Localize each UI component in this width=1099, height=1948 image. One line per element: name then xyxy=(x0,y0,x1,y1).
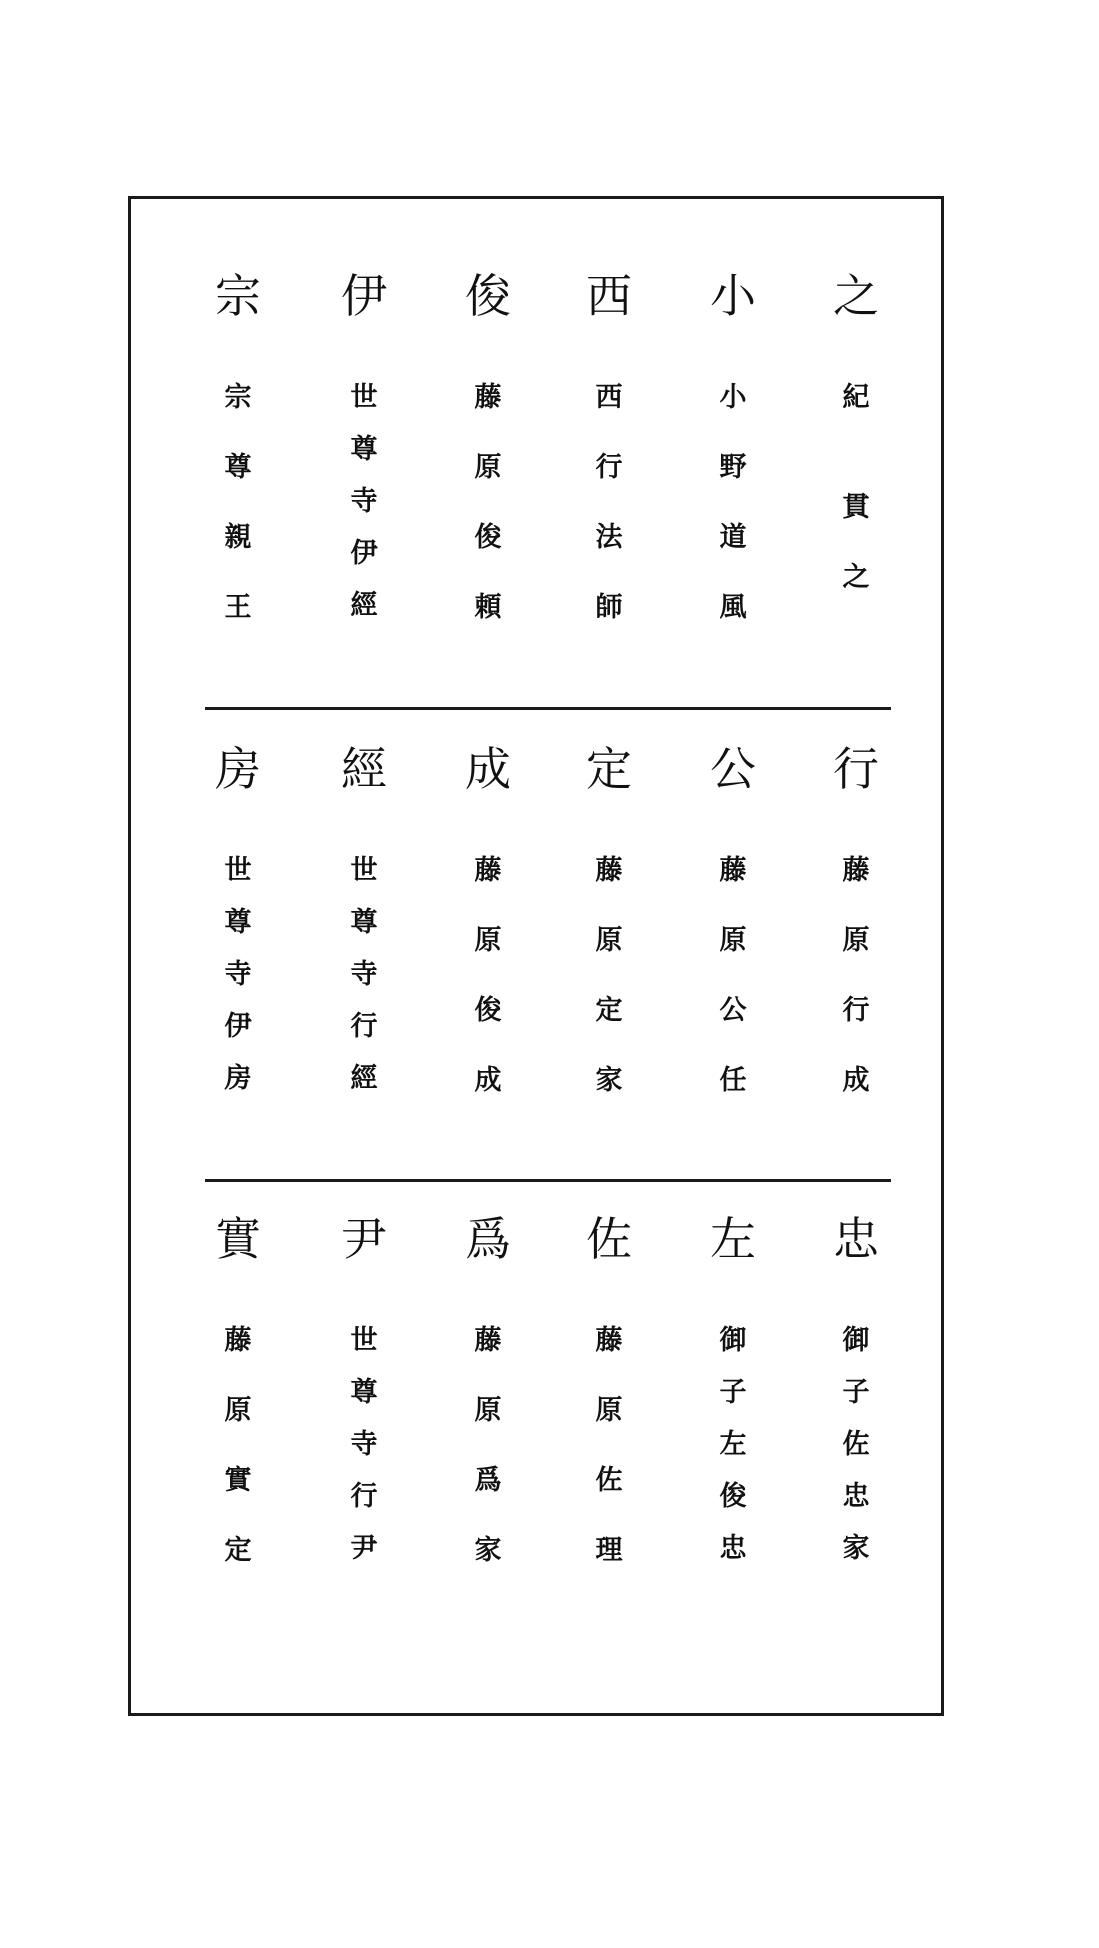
name-character: 原 xyxy=(474,925,502,956)
name-character: 俊 xyxy=(474,995,502,1026)
head-character: 之 xyxy=(833,269,879,323)
calligrapher-name xyxy=(826,383,886,593)
head-character: 小 xyxy=(710,269,756,323)
head-character: 成 xyxy=(465,742,511,796)
calligrapher-column xyxy=(579,271,639,623)
name-character: 頼 xyxy=(474,592,502,623)
calligrapher-name xyxy=(826,1326,886,1564)
name-character: 世 xyxy=(350,855,378,886)
calligrapher-name xyxy=(579,856,639,1096)
calligrapher-column xyxy=(458,1214,518,1566)
calligrapher-name xyxy=(703,856,763,1096)
head-character: 左 xyxy=(710,1212,756,1266)
name-character: 原 xyxy=(719,925,747,956)
calligrapher-column xyxy=(826,744,886,1096)
name-character: 世 xyxy=(224,855,252,886)
calligrapher-column xyxy=(334,1214,394,1564)
name-character: 風 xyxy=(719,592,747,623)
name-character: 世 xyxy=(350,382,378,413)
name-character: 成 xyxy=(842,1065,870,1096)
name-character: 紀 xyxy=(842,382,870,413)
head-character: 公 xyxy=(710,742,756,796)
name-character: 忠 xyxy=(842,1481,870,1512)
calligrapher-column xyxy=(703,271,763,623)
name-character: 行 xyxy=(350,1481,378,1512)
name-character: 行 xyxy=(842,995,870,1026)
section-divider xyxy=(205,1179,891,1182)
calligrapher-column xyxy=(703,744,763,1096)
name-character: 藤 xyxy=(595,855,623,886)
calligrapher-name xyxy=(334,1326,394,1564)
name-character: 子 xyxy=(719,1377,747,1408)
name-character: 藤 xyxy=(842,855,870,886)
name-character: 尊 xyxy=(350,434,378,465)
name-character: 伊 xyxy=(224,1011,252,1042)
head-character: 行 xyxy=(833,742,879,796)
name-character: 家 xyxy=(474,1535,502,1566)
name-character: 道 xyxy=(719,522,747,553)
name-character: 原 xyxy=(595,925,623,956)
calligrapher-name xyxy=(826,856,886,1096)
section-divider xyxy=(205,707,891,710)
name-character: 子 xyxy=(842,1377,870,1408)
table-section xyxy=(131,1214,941,1654)
calligrapher-name xyxy=(208,383,268,623)
name-character: 家 xyxy=(842,1533,870,1564)
name-character: 原 xyxy=(595,1395,623,1426)
name-character: 寺 xyxy=(350,959,378,990)
head-character: 佐 xyxy=(586,1212,632,1266)
calligrapher-name xyxy=(703,1326,763,1564)
calligrapher-column xyxy=(458,271,518,623)
name-character: 御 xyxy=(842,1325,870,1356)
calligrapher-name xyxy=(334,383,394,621)
name-character: 藤 xyxy=(474,855,502,886)
name-character: 尊 xyxy=(350,1377,378,1408)
head-character: 宗 xyxy=(215,269,261,323)
name-character: 經 xyxy=(350,1063,378,1094)
name-character: 藤 xyxy=(474,382,502,413)
name-character: 實 xyxy=(224,1465,252,1496)
head-character: 房 xyxy=(215,742,261,796)
calligrapher-column xyxy=(826,271,886,593)
name-character: 藤 xyxy=(719,855,747,886)
name-character: 成 xyxy=(474,1065,502,1096)
name-character: 原 xyxy=(474,1395,502,1426)
name-character: 任 xyxy=(719,1065,747,1096)
calligrapher-name xyxy=(458,383,518,623)
calligrapher-name xyxy=(208,1326,268,1566)
head-character: 西 xyxy=(586,269,632,323)
name-character: 定 xyxy=(595,995,623,1026)
name-character: 藤 xyxy=(595,1325,623,1356)
calligrapher-column xyxy=(826,1214,886,1564)
head-character: 忠 xyxy=(833,1212,879,1266)
name-character: 理 xyxy=(595,1535,623,1566)
name-character: 伊 xyxy=(350,538,378,569)
calligrapher-name xyxy=(579,1326,639,1566)
name-character: 公 xyxy=(719,995,747,1026)
name-character: 小 xyxy=(719,382,747,413)
name-character: 行 xyxy=(350,1011,378,1042)
name-character: 寺 xyxy=(350,486,378,517)
name-character: 爲 xyxy=(474,1465,502,1496)
name-character: 寺 xyxy=(224,959,252,990)
name-character: 經 xyxy=(350,590,378,621)
calligrapher-name xyxy=(703,383,763,623)
calligrapher-column xyxy=(579,744,639,1096)
name-character: 房 xyxy=(224,1063,252,1094)
name-character: 忠 xyxy=(719,1533,747,1564)
name-character: 御 xyxy=(719,1325,747,1356)
name-character: 左 xyxy=(719,1429,747,1460)
calligrapher-column xyxy=(334,744,394,1094)
name-character: 藤 xyxy=(474,1325,502,1356)
name-character: 俊 xyxy=(719,1481,747,1512)
name-character: 藤 xyxy=(224,1325,252,1356)
name-character: 宗 xyxy=(224,382,252,413)
calligrapher-column xyxy=(208,271,268,623)
name-character: 行 xyxy=(595,452,623,483)
name-character: 俊 xyxy=(474,522,502,553)
calligrapher-column xyxy=(703,1214,763,1564)
head-character: 尹 xyxy=(341,1212,387,1266)
calligrapher-column xyxy=(458,744,518,1096)
name-character: 王 xyxy=(224,592,252,623)
name-character: 之 xyxy=(842,562,870,593)
name-character: 世 xyxy=(350,1325,378,1356)
name-character: 尊 xyxy=(224,452,252,483)
calligrapher-name xyxy=(458,1326,518,1566)
head-character: 經 xyxy=(341,742,387,796)
calligrapher-column xyxy=(208,744,268,1094)
table-section xyxy=(131,271,941,711)
calligrapher-name xyxy=(334,856,394,1094)
name-character: 貫 xyxy=(842,492,870,523)
table-frame xyxy=(128,196,944,1716)
calligrapher-name xyxy=(458,856,518,1096)
name-character: 西 xyxy=(595,382,623,413)
name-character: 原 xyxy=(224,1395,252,1426)
name-character: 佐 xyxy=(595,1465,623,1496)
calligrapher-name xyxy=(208,856,268,1094)
calligrapher-column xyxy=(334,271,394,621)
name-character: 尹 xyxy=(350,1533,378,1564)
name-character: 定 xyxy=(224,1535,252,1566)
calligrapher-column xyxy=(579,1214,639,1566)
head-character: 爲 xyxy=(465,1212,511,1266)
name-character: 尊 xyxy=(350,907,378,938)
head-character: 實 xyxy=(215,1212,261,1266)
name-character: 原 xyxy=(474,452,502,483)
name-character: 佐 xyxy=(842,1429,870,1460)
calligrapher-column xyxy=(208,1214,268,1566)
name-character: 寺 xyxy=(350,1429,378,1460)
name-character: 家 xyxy=(595,1065,623,1096)
head-character: 定 xyxy=(586,742,632,796)
name-character: 原 xyxy=(842,925,870,956)
calligrapher-name xyxy=(579,383,639,623)
head-character: 伊 xyxy=(341,269,387,323)
name-character: 親 xyxy=(224,522,252,553)
name-character: 師 xyxy=(595,592,623,623)
name-character: 尊 xyxy=(224,907,252,938)
name-character: 野 xyxy=(719,452,747,483)
name-character: 法 xyxy=(595,522,623,553)
head-character: 俊 xyxy=(465,269,511,323)
table-section xyxy=(131,744,941,1184)
